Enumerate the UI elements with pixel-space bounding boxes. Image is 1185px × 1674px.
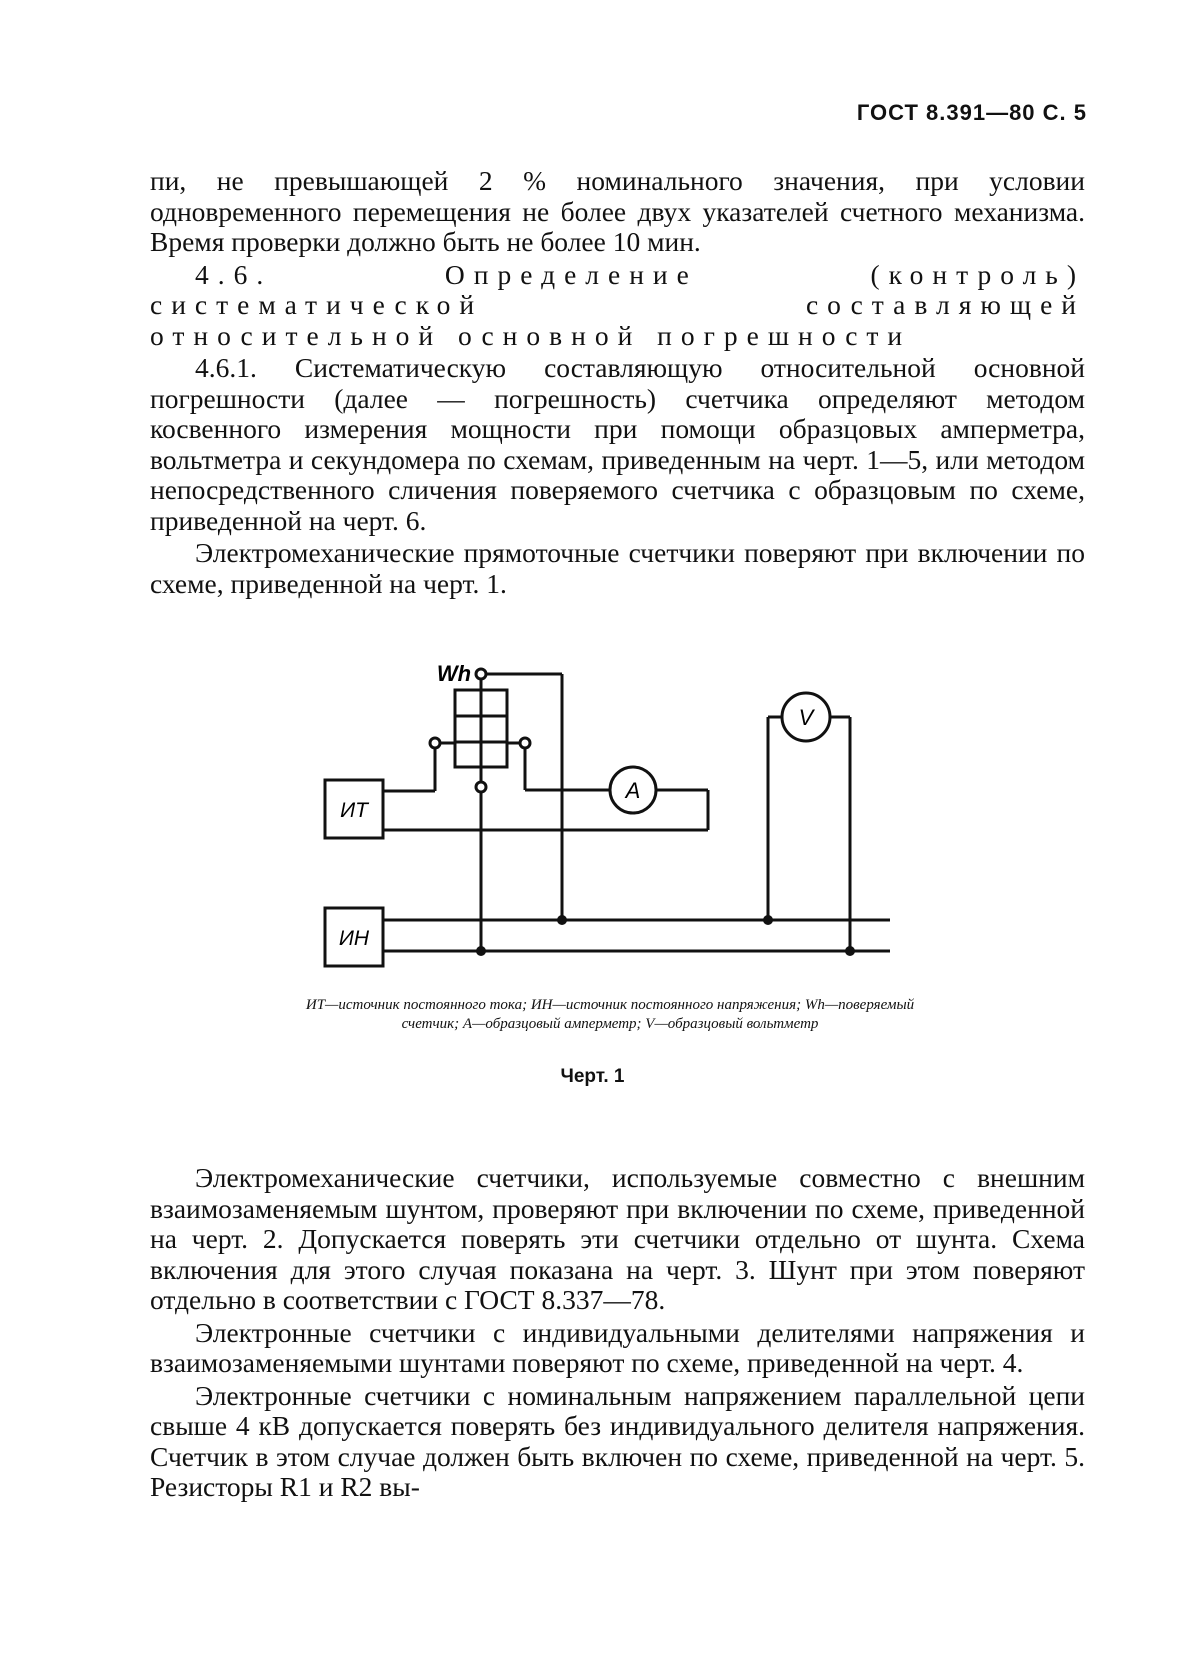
paragraph-electronic-high-voltage: Электронные счетчики с номинальным напряжением параллельной цепи свыше 4 кВ допускается поверять без индивидуального делителя напряжения. Счетчик в этом случае должен быть включен по схеме, приведенной на черт. 5. Резисторы R1 и R2 вы- bbox=[150, 1379, 1085, 1502]
voltmeter-label: V bbox=[798, 705, 814, 730]
circuit-diagram bbox=[320, 645, 920, 990]
in-label: ИН bbox=[338, 927, 370, 950]
paragraph-electronic-dividers: Электронные счетчики с индивидуальными делителями напряжения и взаимозаменяемыми шунтами поверяют по схеме, приведенной на черт. 4. bbox=[150, 1316, 1085, 1378]
ammeter-label: A bbox=[625, 778, 641, 803]
text-block-bottom bbox=[150, 1163, 1085, 1505]
wh-label: Wh bbox=[436, 661, 472, 686]
figure-label: Черт. 1 bbox=[560, 1066, 625, 1087]
page-header: ГОСТ 8.391—80 С. 5 bbox=[856, 100, 1087, 125]
figure-caption: ИТ—источник постоянного тока; ИН—источник постоянного напряжения; Wh—поверяемый счетчик; А—образцовый амперметр; V—образцовый вольтметр bbox=[305, 997, 915, 1032]
text-block-top bbox=[150, 166, 1085, 601]
it-label: ИТ bbox=[340, 799, 368, 822]
section-heading: 4.6. Определение (контроль) систематической составляющей относительной основной погрешности bbox=[150, 258, 1085, 351]
paragraph-continuation: пи, не превышающей 2 % номинального значения, при условии одновременного перемещения не более двух указателей счетного механизма. Время проверки должно быть не более 10 мин. bbox=[150, 165, 1085, 257]
paragraph-shunt-meters: Электромеханические счетчики, используемые совместно с внешним взаимозаменяемым шунтом, проверяют при включении по схеме, приведенной на черт. 2. Допускается поверять эти счетчики отдельно от шунта. Схема включения для этого случая показана на черт. 3. Шунт при этом поверяют отдельно в соответствии с ГОСТ 8.337—78. bbox=[150, 1162, 1085, 1315]
paragraph-direct-meters: Электромеханические прямоточные счетчики поверяют при включении по схеме, приведенной на черт. 1. bbox=[150, 537, 1085, 599]
paragraph-461: 4.6.1. Систематическую составляющую относительной основной погрешности (далее — погрешность) счетчика определяют методом косвенного измерения мощности при помощи образцовых амперметра, вольтметра и секундомера по схемам, приведенным на черт. 1—5, или методом непосредственного сличения поверяемого счетчика с образцовым по схеме, приведенной на черт. 6. bbox=[150, 352, 1085, 536]
circuit-svg bbox=[320, 645, 920, 985]
